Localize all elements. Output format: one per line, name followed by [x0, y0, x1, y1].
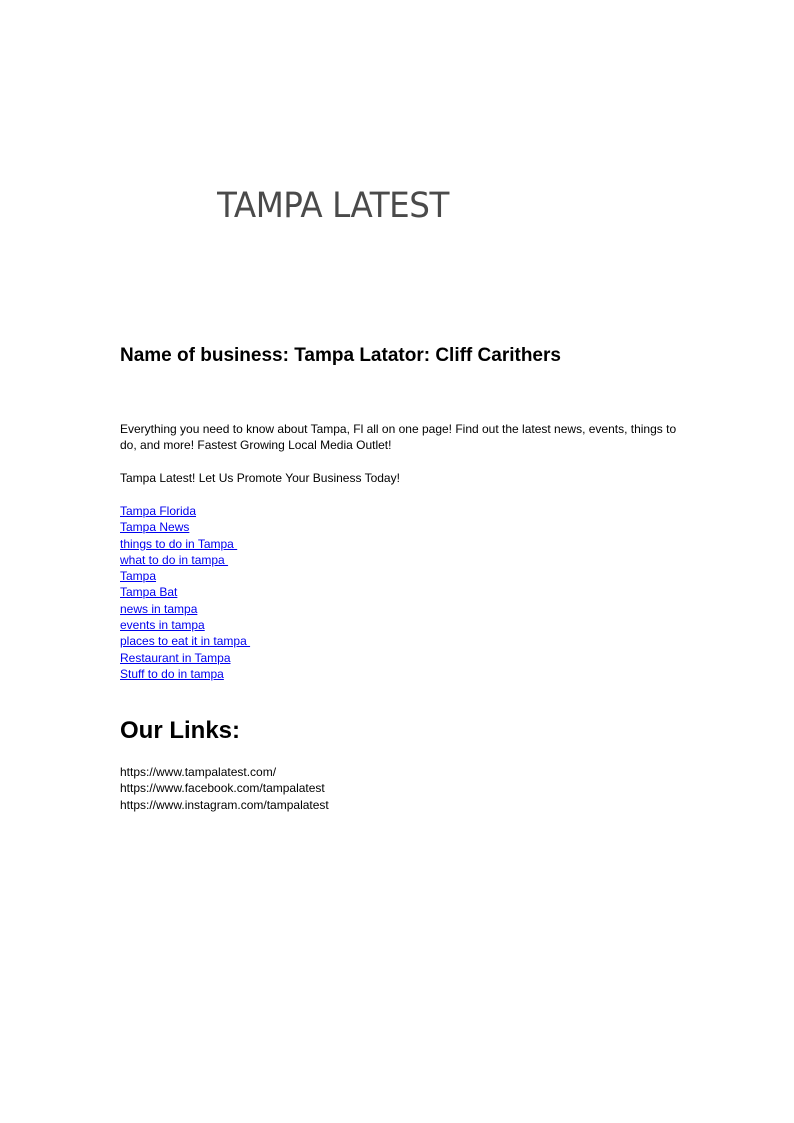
list-item: [120, 568, 250, 584]
list-item: [120, 536, 250, 552]
promo-paragraph: Tampa Latest! Let Us Promote Your Business Today!: [120, 471, 400, 485]
link-tampa-news[interactable]: Tampa News: [120, 520, 190, 535]
url-instagram: https://www.instagram.com/tampalatest: [120, 797, 329, 812]
url-facebook: https://www.facebook.com/tampalatest: [120, 781, 325, 796]
link-tampa-bat[interactable]: Tampa Bat: [120, 585, 178, 600]
list-item: [120, 633, 250, 649]
list-item: [120, 584, 250, 600]
list-item: [120, 650, 250, 666]
link-stuff-to-do-in-tampa[interactable]: Stuff to do in tampa: [120, 666, 224, 681]
business-name-heading: Name of business: Tampa Latator: Cliff Carithers: [120, 345, 561, 366]
list-item: [120, 666, 250, 682]
list-item: [120, 601, 250, 617]
link-events-in-tampa[interactable]: events in tampa: [120, 618, 205, 633]
list-item: [120, 519, 250, 535]
link-things-to-do-in-tampa[interactable]: things to do in Tampa: [120, 536, 238, 551]
intro-paragraph: Everything you need to know about Tampa, Fl all on one page! Find out the latest news, events, things to do, and more! Fastest Growing Local Media Outlet!: [120, 422, 677, 453]
url-website: https://www.tampalatest.com/: [120, 765, 277, 779]
list-item: [120, 503, 250, 519]
keyword-link-list: [120, 503, 250, 682]
link-tampa-florida[interactable]: Tampa Florida: [120, 504, 197, 518]
tampa-latest-logo: [217, 184, 489, 228]
logo-wordmark: TAMPA LATEST: [217, 186, 449, 226]
link-news-in-tampa[interactable]: news in tampa: [120, 601, 198, 616]
list-item: [120, 617, 250, 633]
link-places-to-eat-in-tampa[interactable]: places to eat it in tampa: [120, 634, 251, 649]
our-links-heading: Our Links:: [120, 717, 241, 744]
url-list: [120, 764, 329, 813]
list-item: [120, 552, 250, 568]
link-tampa[interactable]: Tampa: [120, 569, 157, 584]
link-what-to-do-in-tampa[interactable]: what to do in tampa: [120, 552, 229, 567]
link-restaurant-in-tampa[interactable]: Restaurant in Tampa: [120, 650, 231, 665]
